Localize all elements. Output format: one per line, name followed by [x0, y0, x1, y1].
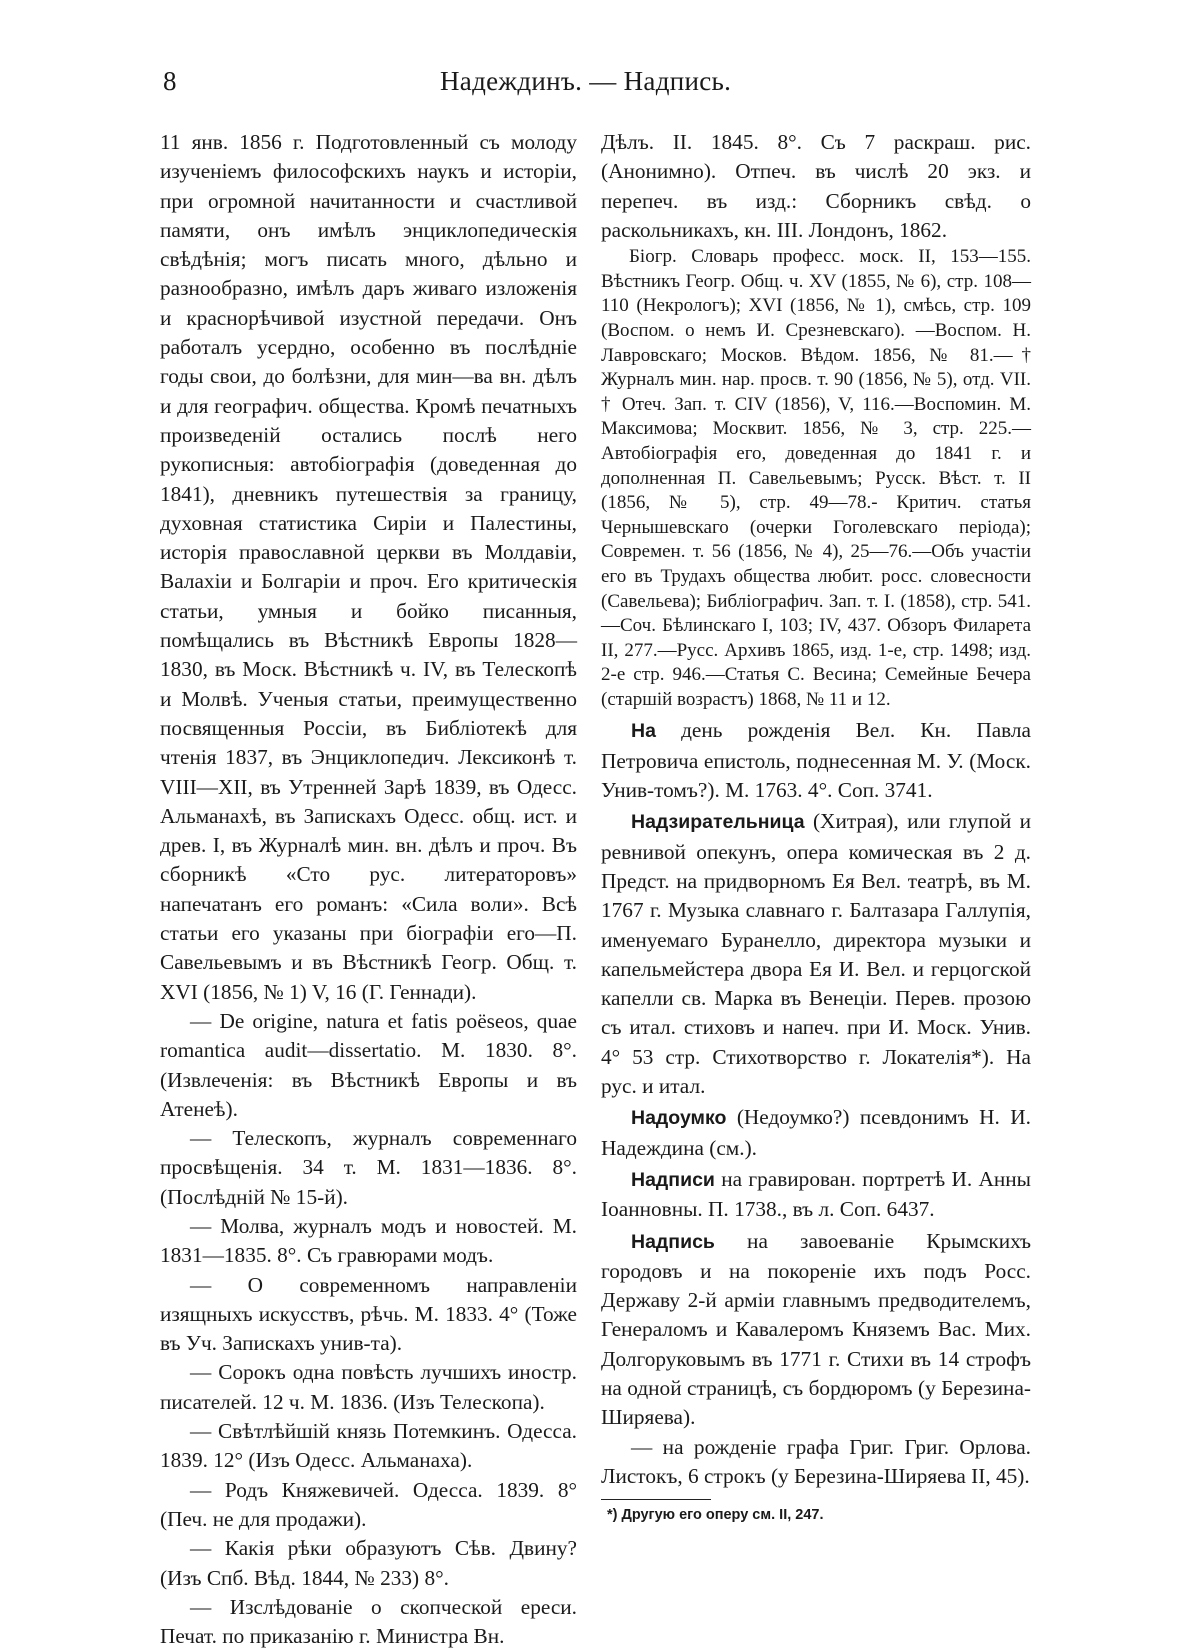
paragraph: — Молва, журналъ модъ и новостей. М. 1831—1835. 8°. Съ гравюрами модъ. — [160, 1213, 577, 1268]
entry — [601, 807, 1031, 1101]
entry-headword: Надоумко — [631, 1107, 727, 1130]
paragraph: Дѣлъ. II. 1845. 8°. Съ 7 раскраш. рис. (Анонимно). Отпеч. въ числѣ 20 экз. и перепеч. въ изд.: Сборникъ свѣд. о раскольникахъ, кн. III. Лондонъ, 1862. — [601, 130, 1031, 242]
running-head: Надеждинъ. — Надпись. — [440, 66, 732, 96]
paragraph: — Сорокъ одна повѣсть лучшихъ иностр. писателей. 12 ч. М. 1836. (Изъ Телескопа). — [160, 1360, 577, 1414]
entry-headword: На — [631, 720, 656, 743]
entry-text: на гравирован. портретѣ И. Анны Іоанновны. П. 1738., въ л. Соп. 6437. — [601, 1166, 1031, 1222]
page-number: 8 — [163, 66, 177, 96]
paragraph: — на рожденіе графа Григ. Григ. Орлова. Листокъ, 6 строкъ (у Березина-Ширяева II, 45). — [601, 1434, 1031, 1488]
left-column — [160, 128, 577, 1651]
entry — [601, 1103, 1031, 1163]
paragraph: — О современномъ направленіи изящныхъ искусствъ, рѣчь. М. 1833. 4° (Тоже въ Уч. Запискахъ унив-та). — [160, 1272, 577, 1356]
paragraph: — Свѣтлѣйшій князь Потемкинъ. Одесса. 1839. 12° (Изъ Одесс. Альманаха). — [160, 1419, 577, 1473]
entry-text: (Недоумко?) псевдонимъ Н. И. Надеждина (см.). — [601, 1105, 1032, 1160]
entry-text: на завоеваніе Крымскихъ городовъ и на покореніе ихъ подъ Росс. Державу 2-й арміи главнымъ предводителемъ, Генераломъ и Кавалеромъ Княземъ Вас. Мих. Долгоруковымъ въ 1771 г. Стихи въ 14 строфъ на одной страницѣ, съ бордюромъ (у Березина-Ширяева). — [601, 1228, 1031, 1430]
entry-text: день рожденія Вел. Кн. Павла Петровича епистоль, поднесенная М. У. (Моск. Унив-томъ?). М. 1763. 4°. Соп. 3741. — [601, 718, 1032, 803]
entry-text: (Хитрая), или глупой и ревнивой опекунъ, опера комическая въ 2 д. Предст. на придворномъ Ея Вел. театрѣ, въ М. 1767 г. Музыка славнаго г. Балтазара Галлупія, именуемаго Буранелло, директора музыки и капельмейстера двора Ея И. Вел. и герцогской капелли св. Марка въ Венеціи. Перев. прозою съ итал. стиховъ и напеч. при И. Моск. Унив. 4° 53 стр. Стихотворство г. Локателія*). На рус. и итал. — [601, 809, 1031, 1099]
footnote: *) Другую его оперу см. II, 247. — [607, 1507, 824, 1524]
paragraph: — Какія рѣки образуютъ Сѣв. Двину? (Изъ Спб. Вѣд. 1844, № 233) 8°. — [160, 1536, 577, 1590]
footnote-divider — [601, 1499, 711, 1500]
entry — [601, 716, 1031, 805]
paragraph: — Родъ Княжевичей. Одесса. 1839. 8° (Печ. не для продажи). — [160, 1477, 577, 1531]
paragraph: — Телескопъ, журналъ современнаго просвѣщенія. 34 т. М. 1831—1836. 8°. (Послѣдній № 15-й). — [160, 1126, 577, 1209]
paragraph: — Изслѣдованіе о скопческой ереси. Печат. по приказанію г. Министра Вн. — [160, 1594, 577, 1649]
entry-headword: Надпись — [631, 1230, 715, 1253]
entry — [601, 1165, 1031, 1225]
references-block: Біогр. Словарь професс. моск. II, 153—155. Вѣстникъ Геогр. Общ. ч. XV (1855, № 6), стр. 108—110 (Некрологъ); XVI (1856, № 1), смѣсь, стр. 109 (Воспом. о немъ И. Срезневскаго). —Воспом. Н. Лавровскаго; Москов. Вѣдом. 1856, № 81.—† Журналъ мин. нар. просв. т. 90 (1856, № 5), отд. VII. † Отеч. Зап. т. CIV (1856), V, 116.—Воспомин. М. Максимова; Москвит. 1856, № 3, стр. 225.—Автобіографія его, доведенная до 1841 г. и дополненная П. Савельевымъ; Русск. Вѣст. т. II (1856, № 5), стр. 49—78.- Критич. статья Чернышевскаго (очерки Гоголевскаго періода); Современ. т. 56 (1856, № 4), 25—76.—Объ участіи его въ Трудахъ общества любит. росс. словесности (Савельева); Библіографич. Зап. т. I. (1858), стр. 541.—Соч. Бѣлинскаго I, 103; IV, 437. Обзоръ Филарета II, 277.—Русс. Архивъ 1865, изд. 1-е, стр. 1498; изд. 2-е стр. 946.—Статья С. Весина; Семейные Бечера (старшій возрастъ) 1868, № 11 и 12. — [601, 246, 1031, 710]
paragraph: 11 янв. 1856 г. Подготовленный съ молоду изученіемъ философскихъ наукъ и исторіи, при огромной начитанности и счастливой памяти, онъ имѣлъ энциклопедическія свѣдѣнія; могъ писать много, дѣльно и разнообразно, имѣлъ даръ живаго изложенія и краснорѣчивой изустной передачи. Онъ работалъ усердно, особенно въ послѣдніе годы свои, до болѣзни, для мин—ва вн. дѣлъ и для географич. общества. Кромѣ печатныхъ произведеній остались послѣ него рукописныя: автобіографія (доведенная до 1841), дневникъ путешествія за границу, духовная статистика Сиріи и Палестины, исторія православной церкви въ Молдавіи, Валахіи и Болгаріи и проч. Его критическія статьи, умныя и бойко писанныя, помѣщались въ Вѣстникѣ Европы 1828—1830, въ Моск. Вѣстникѣ ч. IV, въ Телескопѣ и Молвѣ. Ученыя статьи, преимущественно посвященныя Россіи, въ Библіотекѣ для чтенія 1837, въ Энциклопедич. Лексиконѣ т. VIII—XII, въ Утренней Зарѣ 1839, въ Одесс. Альманахѣ, въ Запискахъ Одесс. общ. ист. и древ. I, въ Журналѣ мин. вн. дѣлъ и проч. Въ сборникѣ «Сто рус. литераторовъ» напечатанъ его романъ: «Сила воли». Всѣ статьи его указаны при біографіи его—П. Савельевымъ и въ Вѣстникѣ Геогр. Общ. т. XVI (1856, № 1) V, 16 (Г. Геннади). — [160, 130, 577, 1004]
paragraph: — De origine, natura et fatis poëseos, quae romantica audit—dissertatio. M. 1830. 8°. (Извлеченія: въ Вѣстникѣ Европы и въ Атенеѣ). — [160, 1008, 577, 1121]
entry — [601, 1227, 1031, 1433]
right-column — [601, 128, 1031, 1524]
entry-headword: Надписи — [631, 1168, 715, 1191]
entry-headword: Надзирательница — [631, 811, 805, 834]
